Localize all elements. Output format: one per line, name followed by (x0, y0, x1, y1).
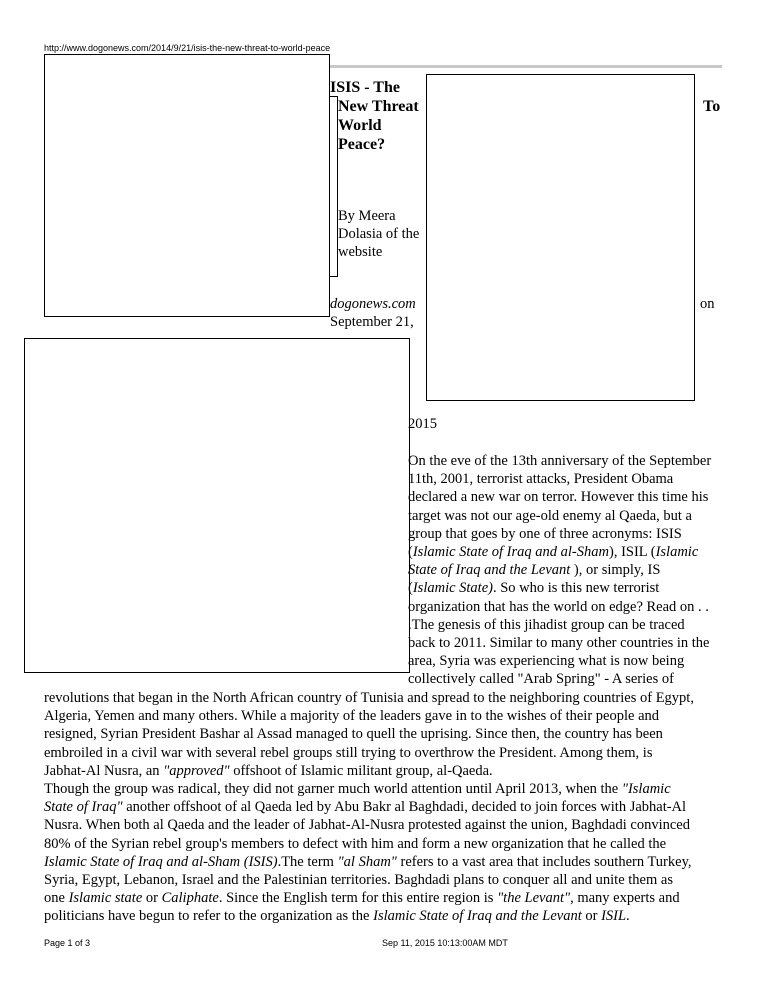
text-run: ), or simply, IS (570, 562, 661, 579)
footer-page-number: Page 1 of 3 (44, 938, 91, 948)
text-line (408, 543, 738, 561)
title-line: New Threat (338, 98, 419, 115)
byline-line: Dolasia of the (338, 226, 420, 243)
text-run: Jabhat-Al Nusra, an (44, 762, 164, 779)
text-italic: Islamic State) (412, 580, 493, 597)
text-italic: Islamic State of Iraq and al-Sham (412, 544, 609, 561)
paragraph-1-continued (44, 689, 744, 780)
text-run: ), ISIL ( (608, 544, 656, 561)
header-rule (330, 65, 722, 68)
text-italic: Islamic State of Iraq and al-Sham (ISIS) (44, 853, 278, 870)
text-run: Though the group was radical, they did not garner much world attention until April 2013, when the (44, 781, 622, 797)
text-line: embroiled in a civil war with several rebel groups still trying to overthrow the President. Among them, is (44, 744, 653, 761)
text-line: revolutions that began in the North African country of Tunisia and spread to the neighboring countries of Egypt, (44, 690, 694, 706)
text-run: ( (408, 544, 413, 561)
date-start: September 21, (330, 314, 414, 330)
page-url[interactable]: http://www.dogonews.com/2014/9/21/isis-the-new-threat-to-world-peace (44, 43, 331, 53)
text-line: group that goes by one of three acronyms: ISIS (408, 525, 682, 542)
text-italic: Islamic state (68, 890, 143, 907)
text-italic: ISIL (601, 908, 627, 925)
text-line (44, 889, 744, 907)
source-on: on (700, 296, 715, 312)
text-italic: "al Sham" (337, 853, 397, 870)
text-run: one (44, 890, 69, 907)
byline-line: website (338, 244, 383, 261)
article-column-text (408, 452, 738, 689)
text-run: politicians have begun to refer to the organization as the (44, 908, 374, 925)
text-line: declared a new war on terror. However this time his (408, 489, 709, 506)
text-run: or (142, 890, 162, 907)
text-line: collectively called "Arab Spring" - A series of (408, 671, 674, 688)
text-line: On the eve of the 13th anniversary of the September (408, 453, 712, 469)
text-line: resigned, Syrian President Bashar al Assad managed to quell the uprising. Since then, the country has been (44, 726, 663, 743)
footer-timestamp: Sep 11, 2015 10:13:00AM MDT (382, 938, 508, 948)
text-line (44, 762, 744, 780)
image-frame-middle-left (24, 338, 410, 673)
text-italic: "Islamic (621, 781, 671, 797)
text-run: ( (408, 580, 413, 597)
article-title (330, 78, 419, 154)
text-line (44, 780, 744, 798)
text-run: or (581, 908, 602, 925)
text-italic: "the Levant" (497, 890, 571, 907)
text-italic: Islamic State of Iraq and the Levant (373, 908, 582, 925)
text-italic: State of Iraq" (44, 799, 123, 816)
text-italic: State of Iraq and the Levant (408, 562, 571, 579)
text-line: .The genesis of this jihadist group can be traced (408, 616, 685, 633)
text-run: , many experts and (570, 890, 680, 907)
text-line (44, 853, 744, 871)
byline (338, 207, 419, 262)
text-run: .The term (277, 853, 338, 870)
title-line: World (338, 117, 382, 134)
title-word-to: To (703, 98, 721, 115)
title-line: ISIS - The (330, 79, 400, 96)
text-run: offshoot of Islamic militant group, al-Qaeda. (229, 762, 493, 779)
text-italic: Islamic (655, 544, 699, 561)
text-line (44, 798, 744, 816)
text-line: Nusra. When both al Qaeda and the leader of Jabhat-Al-Nusra protested against the union, Baghdadi convinced (44, 817, 690, 834)
text-line: organization that has the world on edge? Read on . . (408, 598, 709, 615)
text-line: Algeria, Yemen and many others. While a majority of the leaders gave in to the wishes of their people and (44, 708, 660, 725)
text-line (408, 561, 738, 579)
text-line: target was not our age-old enemy al Qaeda, but a (408, 507, 692, 524)
byline-line: By Meera (338, 208, 396, 224)
paragraph-2 (44, 780, 744, 926)
text-run: refers to a vast area that includes southern Turkey, (396, 853, 692, 870)
text-run: . So who is this new terrorist (492, 580, 660, 597)
image-frame-top-left (44, 54, 330, 317)
text-line (44, 907, 744, 925)
text-line: back to 2011. Similar to many other countries in the (408, 635, 710, 652)
text-italic: "approved" (163, 762, 230, 779)
text-run: another offshoot of al Qaeda led by Abu Bakr al Baghdadi, decided to join forces with Jabhat-Al (122, 799, 687, 816)
source-name (330, 295, 416, 313)
source-italic: dogonews.com (330, 296, 416, 312)
text-line (408, 579, 738, 597)
text-line: 80% of the Syrian rebel group's members to defect with him and form a new organization that he called the (44, 835, 667, 852)
image-frame-right (426, 74, 695, 401)
text-line: Syria, Egypt, Lebanon, Israel and the Palestinian territories. Baghdadi plans to conquer all and unite them as (44, 872, 673, 889)
text-run: . Since the English term for this entire region is (218, 890, 498, 907)
text-italic: Caliphate (161, 890, 219, 907)
title-line: Peace? (338, 136, 386, 153)
text-line: area, Syria was experiencing what is now being (408, 653, 685, 670)
text-line: 11th, 2001, terrorist attacks, President Obama (408, 471, 674, 488)
text-run: . (626, 908, 630, 925)
date-year: 2015 (408, 416, 437, 432)
